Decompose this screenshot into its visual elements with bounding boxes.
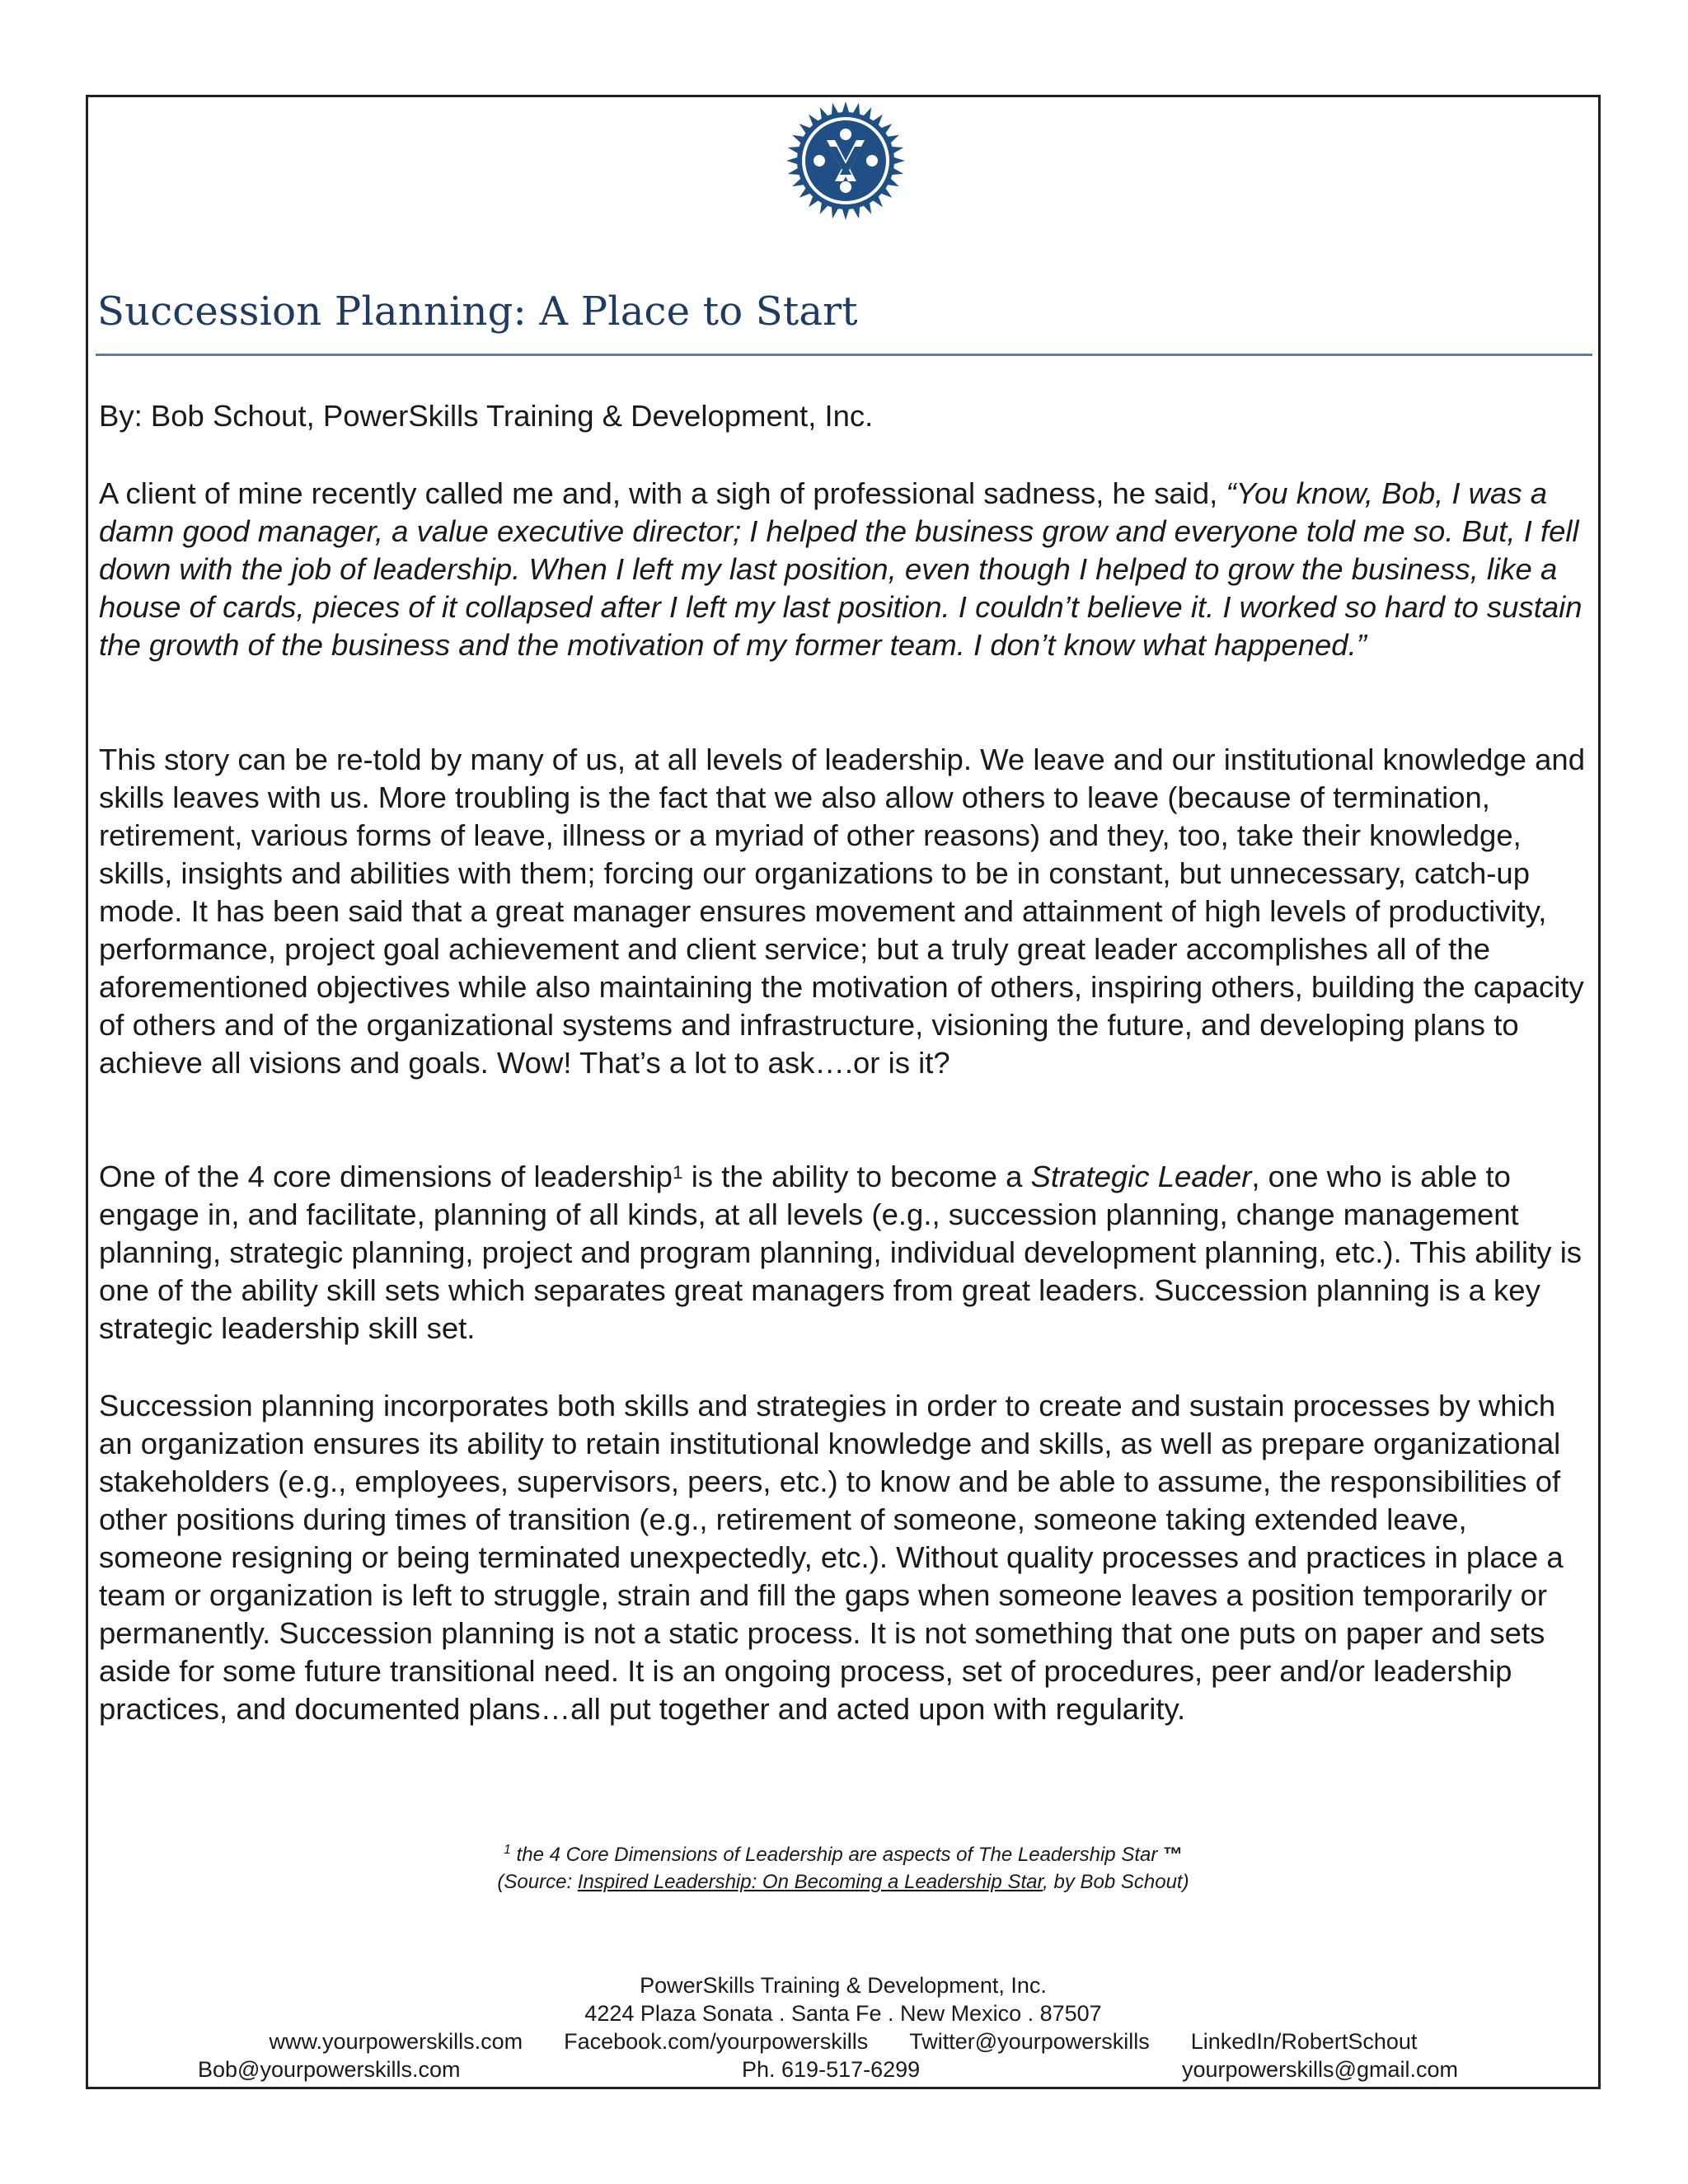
- title-divider: [96, 354, 1592, 356]
- strategic-leader-emphasis: Strategic Leader: [1030, 1160, 1252, 1193]
- facebook-link[interactable]: Facebook.com/yourpowerskills: [564, 2029, 869, 2054]
- trademark-symbol: ™: [1163, 1844, 1183, 1866]
- book-title: Inspired Leadership: On Becoming a Leadership Star: [577, 1871, 1043, 1893]
- footnote-line-1: [86, 1843, 1601, 1870]
- footnote-reference: 1: [672, 1161, 683, 1183]
- website-link[interactable]: www.yourpowerskills.com: [269, 2029, 523, 2054]
- paragraph-strategic-leader: [99, 1158, 1591, 1347]
- company-name: PowerSkills Training & Development, Inc.: [640, 1973, 1047, 1998]
- company-address: 4224 Plaza Sonata . Santa Fe . New Mexico . 87507: [584, 2001, 1102, 2026]
- twitter-link[interactable]: Twitter@yourpowerskills: [909, 2029, 1150, 2054]
- client-quote: “You know, Bob, I was a damn good manager, a value executive director; I helped the business grow and everyone told me so. But, I fell down with the job of leadership. When I left my last position, even though I helped to grow the business, like a house of cards, pieces of it collapsed after I left my last position. I couldn’t believe it. I worked so hard to sustain the growth of the business and the motivation of my former team. I don’t know what happened.”: [99, 476, 1582, 662]
- footer: [86, 1971, 1601, 2083]
- footnote-line-2: [86, 1870, 1601, 1895]
- paragraph-client-story: [99, 475, 1591, 664]
- footer-links-row: [86, 2027, 1601, 2055]
- source-close: , by Bob Schout): [1043, 1871, 1189, 1893]
- footer-company-row: [86, 1971, 1601, 1999]
- p3-text-b: is the ability to become a: [682, 1160, 1031, 1193]
- footnote: [86, 1843, 1601, 1895]
- source-open: (Source:: [497, 1871, 578, 1893]
- p3-text-c: , one who is able to engage in, and facilitate, planning of all kinds, at all levels (e.g., succession planning, change management planning, strategic planning, project and program planning, individual development planning, etc.). This ability is one of the ability skill sets which separates great managers from great leaders. Succession planning is a key strategic leadership skill set.: [99, 1160, 1582, 1345]
- linkedin-link[interactable]: LinkedIn/RobertSchout: [1190, 2029, 1418, 2054]
- p1-lead: A client of mine recently called me and, with a sigh of professional sadness, he said,: [99, 476, 1226, 510]
- footnote-number: 1: [503, 1843, 511, 1857]
- footnote-text: the 4 Core Dimensions of Leadership are aspects of The Leadership Star: [510, 1844, 1163, 1866]
- byline: By: Bob Schout, PowerSkills Training & Development, Inc.: [99, 399, 874, 433]
- email-link-gmail[interactable]: yourpowerskills@gmail.com: [1182, 2057, 1458, 2082]
- p3-text-a: One of the 4 core dimensions of leadership: [99, 1160, 673, 1193]
- email-link-bob[interactable]: Bob@yourpowerskills.com: [198, 2057, 461, 2082]
- page-border: [86, 95, 1601, 2089]
- paragraph-succession-definition: Succession planning incorporates both skills and strategies in order to create and sustain processes by which an organization ensures its ability to retain institutional knowledge and skills, as well as prepare organizational stakeholders (e.g., employees, supervisors, peers, etc.) to know and be able to assume, the responsibilities of other positions during times of transition (e.g., retirement of someone, someone taking extended leave, someone resigning or being terminated unexpectedly, etc.). Without quality processes and practices in place a team or organization is left to struggle, strain and fill the gaps when someone leaves a position temporarily or permanently. Succession planning is not a static process. It is not something that one puts on paper and sets aside for some future transitional need. It is an ongoing process, set of procedures, peer and/or leadership practices, and documented plans…all put together and acted upon with regularity.: [99, 1389, 1564, 1726]
- phone-number: Ph. 619-517-6299: [742, 2057, 921, 2082]
- paragraph-leadership-levels: This story can be re-told by many of us, at all levels of leadership. We leave and our institutional knowledge and skills leaves with us. More troubling is the fact that we also allow others to leave (because of termination, retirement, various forms of leave, illness or a myriad of other reasons) and they, too, take their knowledge, skills, insights and abilities with them; forcing our organizations to be in constant, but unnecessary, catch-up mode. It has been said that a great manager ensures movement and attainment of high levels of productivity, performance, project goal achievement and client service; but a truly great leader accomplishes all of the aforementioned objectives while also maintaining the motivation of others, inspiring others, building the capacity of others and of the organizational systems and infrastructure, visioning the future, and developing plans to achieve all visions and goals. Wow! That’s a lot to ask….or is it?: [99, 743, 1586, 1080]
- page-title: Succession Planning: A Place to Start: [97, 288, 858, 335]
- powerskills-sunburst-logo-icon: [784, 99, 907, 223]
- footer-contacts-row: [86, 2055, 1601, 2083]
- footer-address-row: [86, 1999, 1601, 2027]
